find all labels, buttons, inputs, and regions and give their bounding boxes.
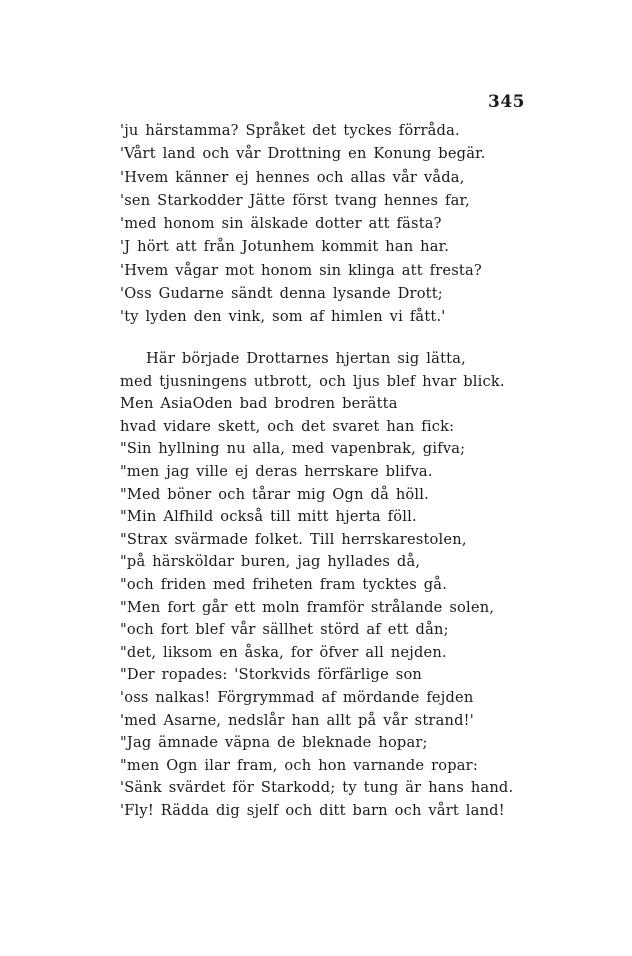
poem-line: 'Oss Gudarne sändt denna lysande Drott; <box>120 285 443 303</box>
poem-line: "Med böner och tårar mig Ogn då höll. <box>120 485 429 503</box>
poem-line: 'oss nalkas! Förgrymmad af mördande fejden <box>120 688 474 706</box>
poem-line: 'ty lyden den vink, som af himlen vi fått.' <box>120 308 446 326</box>
poem-line: hvad vidare skett, och det svaret han fick: <box>120 417 455 435</box>
poem-line: "Sin hyllning nu alla, med vapenbrak, gifva; <box>120 440 466 458</box>
poem-line: "Men fort går ett moln framför strålande solen, <box>120 598 495 616</box>
poem-line: 'Hvem vågar mot honom sin klinga att fresta? <box>120 261 482 279</box>
poem-line: 'Vårt land och vår Drottning en Konung begär. <box>120 145 486 163</box>
poem-line: 'Hvem känner ej hennes och allas vår våda, <box>120 168 465 186</box>
poem-line: 'Fly! Rädda dig sjelf och ditt barn och vårt land! <box>120 801 505 819</box>
poem-line: "och friden med friheten fram tycktes gå. <box>120 575 448 593</box>
poem-stanza-1 <box>120 119 520 329</box>
poem-line: "Der ropades: 'Storkvids förfärlige son <box>120 666 423 684</box>
poem-line: "Strax svärmade folket. Till herrskarestolen, <box>120 530 467 548</box>
poem-line: "men Ogn ilar fram, och hon varnande ropar: <box>120 756 478 774</box>
poem-line: 'sen Starkodder Jätte först tvang hennes far, <box>120 191 470 209</box>
poem-line: "på härsköldar buren, jag hyllades då, <box>120 553 421 571</box>
poem-line: Här började Drottarnes hjertan sig lätta, <box>146 350 466 367</box>
poem-line: 'Sänk svärdet för Starkodd; ty tung är hans hand. <box>120 779 514 797</box>
poem-line: 'med honom sin älskade dotter att fästa? <box>120 215 442 233</box>
poem-line: 'J hört att från Jotunhem kommit han har. <box>120 238 450 256</box>
poem-line: Men AsiaOden bad brodren berätta <box>120 395 398 413</box>
poem-line: "Min Alfhild också till mitt hjerta föll. <box>120 508 417 526</box>
poem-line: med tjusningens utbrott, och ljus blef hvar blick. <box>120 372 505 390</box>
poem-line: "Jag ämnade väpna de bleknade hopar; <box>120 734 428 752</box>
poem-stanza-2 <box>120 348 520 822</box>
poem-line: 'med Asarne, nedslår han allt på vår strand!' <box>120 711 474 729</box>
poem-line: "det, liksom en åska, for öfver all nejden. <box>120 643 447 661</box>
page-number: 345 <box>488 92 525 112</box>
poem-line: "men jag ville ej deras herrskare blifva. <box>120 462 433 480</box>
poem-line: 'ju härstamma? Språket det tyckes förråda. <box>120 122 460 139</box>
poem-line: "och fort blef vår sällhet störd af ett dån; <box>120 621 449 639</box>
